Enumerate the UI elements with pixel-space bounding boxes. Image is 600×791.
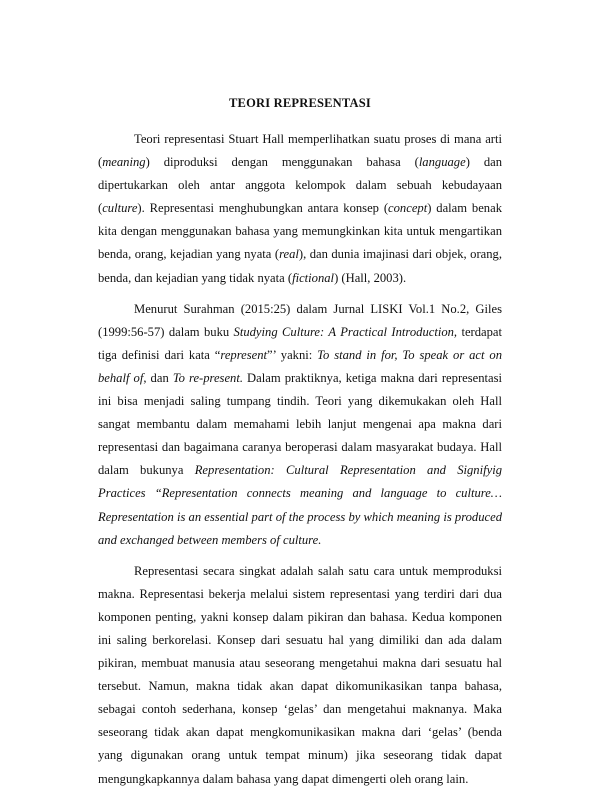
italic-text-run: fictional [292,270,335,285]
paragraph-1 [98,128,502,290]
italic-text-run: concept [388,201,428,216]
text-run: ) (Hall, 2003). [334,270,407,285]
text-run: Dalam praktiknya, ketiga makna dari representasi ini bisa menjadi saling tumpang tindih. Teori yang dikemukakan oleh Hall sangat membantu dalam memahami lebih lanjut mengenai apa makna dari representasi dan bagaimana caranya beroperasi dalam masyarakat budaya. Hall dalam bukunya [98,370,502,478]
text-run: Teori representasi Stuart Hall memperlihatkan suatu proses di mana arti ( [98,132,502,170]
text-run: Representasi secara singkat adalah salah satu cara untuk memproduksi makna. Representasi bekerja melalui sistem representasi yang terdiri dari dua komponen penting, yakni konsep dalam pikiran dan bahasa. Kedua komponen ini saling berkorelasi. Konsep dari sesuatu hal yang dimiliki dan ada dalam pikiran, membuat manusia atau seseorang mengetahui makna dari sesuatu hal tersebut. Namun, makna tidak akan dapat dikomunikasikan tanpa bahasa, sebagai contoh sederhana, konsep ‘gelas’ dan mengetahui maknanya. Maka seseorang tidak akan dapat mengkomunikasikan makna dari ‘gelas’ (benda yang digunakan orang untuk tempat minum) jika seseorang tidak dapat mengungkapkannya dalam bahasa yang dapat dimengerti oleh orang lain. [98,563,502,786]
text-run: , dan [143,370,173,385]
italic-text-run: represent [220,347,268,362]
document-body [98,128,502,791]
paragraph-3 [98,560,502,791]
text-run: Menurut Surahman (2015:25) dalam Jurnal LISKI Vol.1 No.2, Giles (1999:56-57) dalam buku [98,301,502,339]
italic-text-run: real [279,247,299,262]
text-run: ) diproduksi dengan menggunakan bahasa ( [145,155,419,170]
text-run: ) dalam benak kita dengan menggunakan bahasa yang memungkinkan kita untuk mengartikan benda, orang, kejadian yang nyata ( [98,201,502,262]
text-run: ”’ yakni: [267,347,318,362]
text-run: ), dan dunia imajinasi dari objek, orang, benda, dan kejadian yang tidak nyata ( [98,247,502,285]
italic-text-run: culture [102,201,138,216]
text-run: ) dan dipertukarkan oleh antar anggota kelompok dalam sebuah kebudayaan ( [98,155,503,216]
paragraph-2 [98,298,502,552]
page-title: TEORI REPRESENTASI [229,96,371,110]
italic-text-run: Studying Culture: A Practical Introduction, [233,324,458,339]
text-run: terdapat tiga definisi dari kata “ [98,324,503,362]
italic-text-run: To re-present. [172,370,243,385]
text-run: ). Representasi menghubungkan antara konsep ( [137,201,389,216]
italic-text-run: To stand in for, To speak or act on behalf of [98,347,502,385]
italic-text-run: meaning [102,155,146,170]
italic-text-run: Representation: Cultural Representation and Signifyig Practices “Representation connects meaning and language to culture… Representation is an essential part of the process by which meaning is produced and exchanged between members of culture. [98,463,502,547]
italic-text-run: language [418,155,466,170]
